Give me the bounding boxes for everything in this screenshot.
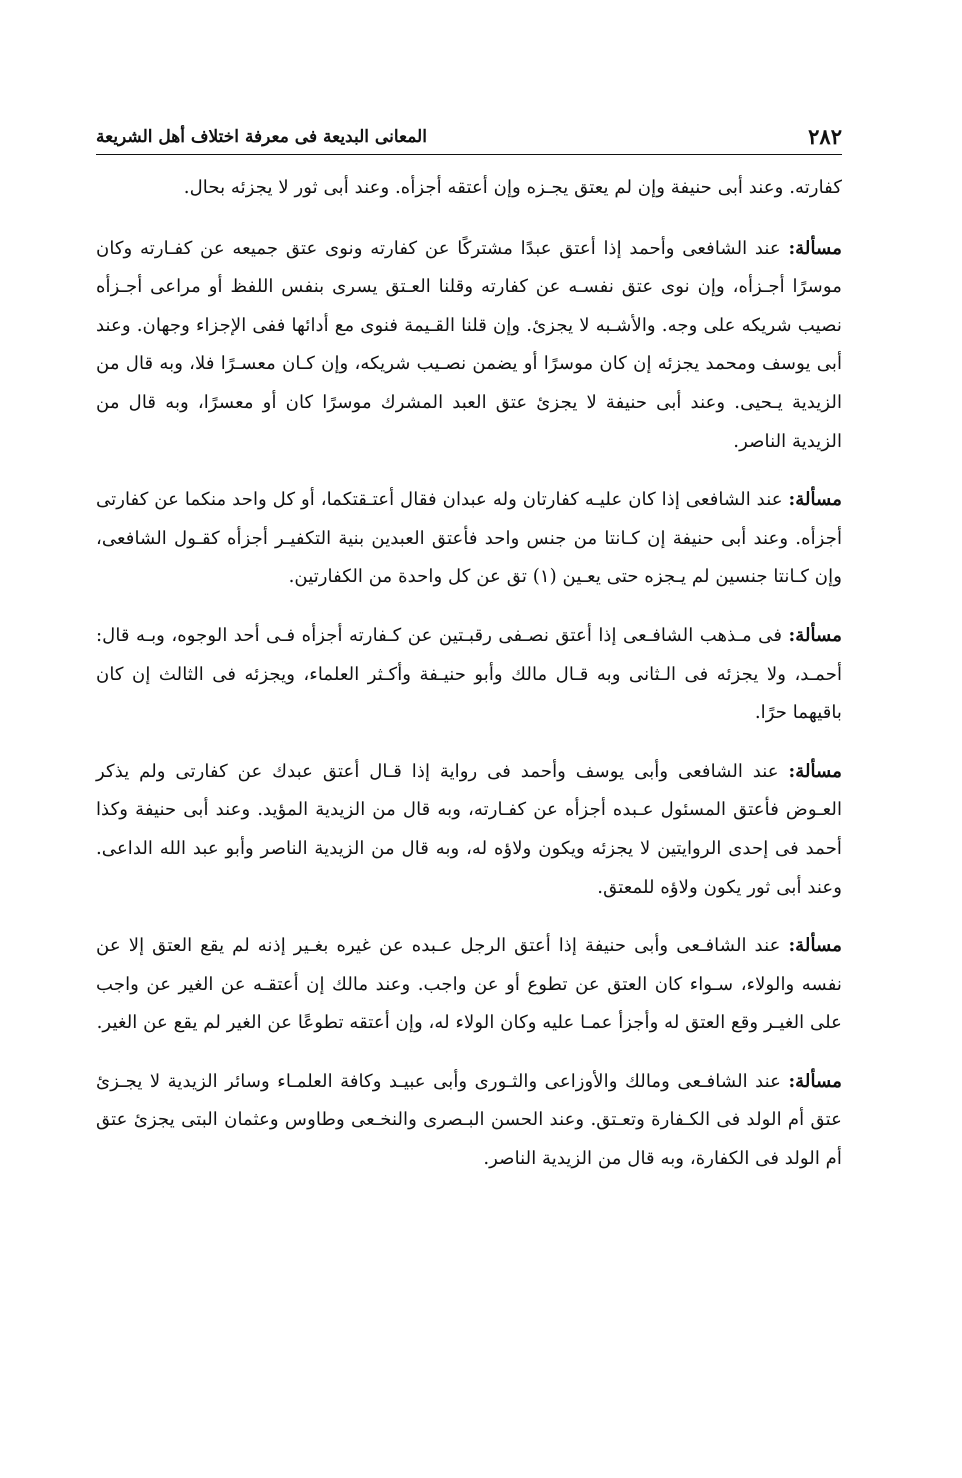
paragraph-text: فى مـذهب الشافـعى إذا أعتق نصـفى رقبـتين عن كـفارته أجزأه فـى أحد الوجوه، وبـه قال: أحمـد، ولا يجزئه فى الـثانى وبه قـال مالك وأبو حنيـفة وأكـثر العلماء، ويجزئه فى الثالث إن كان باقيهما حرًا. xyxy=(96,624,842,724)
masala-label: مسألة: xyxy=(788,1070,842,1092)
masala-label: مسألة: xyxy=(788,624,842,646)
running-title: المعانى البديعة فى معرفة اختلاف أهل الشريعة xyxy=(96,127,427,147)
paragraph-masala xyxy=(96,1063,842,1179)
paragraph-text: عند الشافـعى ومالك والأوزاعى والثـورى وأبى عبيـد وكافة العلمـاء وسائر الزيدية لا يجـزئ عتق أم الولد فى الكـفارة وتعـتق. وعند الحسن البـصرى والنخـعى وطاوس وعثمان البتى يجزئ عتق أم الولد فى الكفارة، وبه قال من الزيدية الناصر. xyxy=(96,1070,842,1170)
document-page xyxy=(96,122,842,1199)
masala-label: مسألة: xyxy=(788,760,842,782)
paragraph-masala xyxy=(96,753,842,907)
paragraph-text: عند الشافعى إذا كان عليـه كفارتان وله عبدان فقال أعتـقتكما، أو كل واحد منكما عن كفارتى أجزأه. وعند أبى حنيفة إن كـانتا من جنس واحد فأعتق العبدين بنية التكفيـر أجزأه كقـول الشافعى، وإن كـانتا جنسين لم يـجزه حتى يعـين (١) تق عن كل واحدة من الكفارتين. xyxy=(96,489,842,588)
masala-label: مسألة: xyxy=(788,935,842,957)
page-body xyxy=(96,169,842,1179)
paragraph-masala xyxy=(96,617,842,733)
masala-label: مسألة: xyxy=(788,489,842,511)
paragraph-text: عند الشافعى وأحمد إذا أعتق عبدًا مشتركًا عن كفارته ونوى عتق جميعه عن كفـارته وكان موسرًا أجـزأه، وإن نوى عتق نفسـه عن كفارته وقلنا العـتق يسرى بنفس اللفظ أو مراعى أجـزأه نصيب شريكه على وجه. والأشـبه لا يجزئ. وإن قلنا القـيمة فنوى مع أدائها ففى الإجزاء وجهان. وعند أبى يوسف ومحمد يجزئه إن كان موسرًا أو يضمن نصـيب شريكه، وإن كـان معسـرًا فلا، وبه قال من الزيدية يـحيى. وعند أبى حنيفة لا يجزئ عتق العبد المشرك موسرًا كان أو معسرًا، وبه قال من الزيدية الناصر. xyxy=(96,237,842,452)
paragraph-text: عند الشافعى وأبى يوسف وأحمد فى رواية إذا قـال أعتق عبدك عن كفارتى ولم يذكر العـوض فأعتق المسئول عـبده أجزأه عن كفـارته، وبه قال من الزيدية المؤيد. وعند أبى حنيفة وكذا أحمد فى إحدى الروايتين لا يجزئه ويكون ولاؤه له، وبه قال من الزيدية الناصر وأبو عبد الله الداعى. وعند أبى ثور يكون ولاؤه للمعتق. xyxy=(96,760,842,898)
page-number: ٢٨٢ xyxy=(808,124,842,149)
paragraph-text: عند الشافـعى وأبى حنيفة إذا أعتق الرجل عـبده عن غيره بغـير إذنه لم يقع العتق إلا عن نفسه والولاء، سـواء كان العتق عن تطوع أو عن واجب. وعند مالك إن أعتقـه عن الغير عن واجب على الغيـر وقع العتق له وأجزأ عمـا عليه وكان الولاء له، وإن أعتقه تطوعًا عن الغير لم يقع عن الغير. xyxy=(96,935,842,1034)
paragraph-continuation xyxy=(96,169,842,208)
paragraph-text: كفارته. وعند أبى حنيفة وإن لم يعتق يجـزه وإن أعتقه أجزأه. وعند أبى ثور لا يجزئه بحال. xyxy=(183,177,842,198)
paragraph-masala xyxy=(96,481,842,597)
masala-label: مسألة: xyxy=(788,237,842,259)
page-header xyxy=(96,122,842,155)
paragraph-masala xyxy=(96,230,842,462)
paragraph-masala xyxy=(96,927,842,1043)
